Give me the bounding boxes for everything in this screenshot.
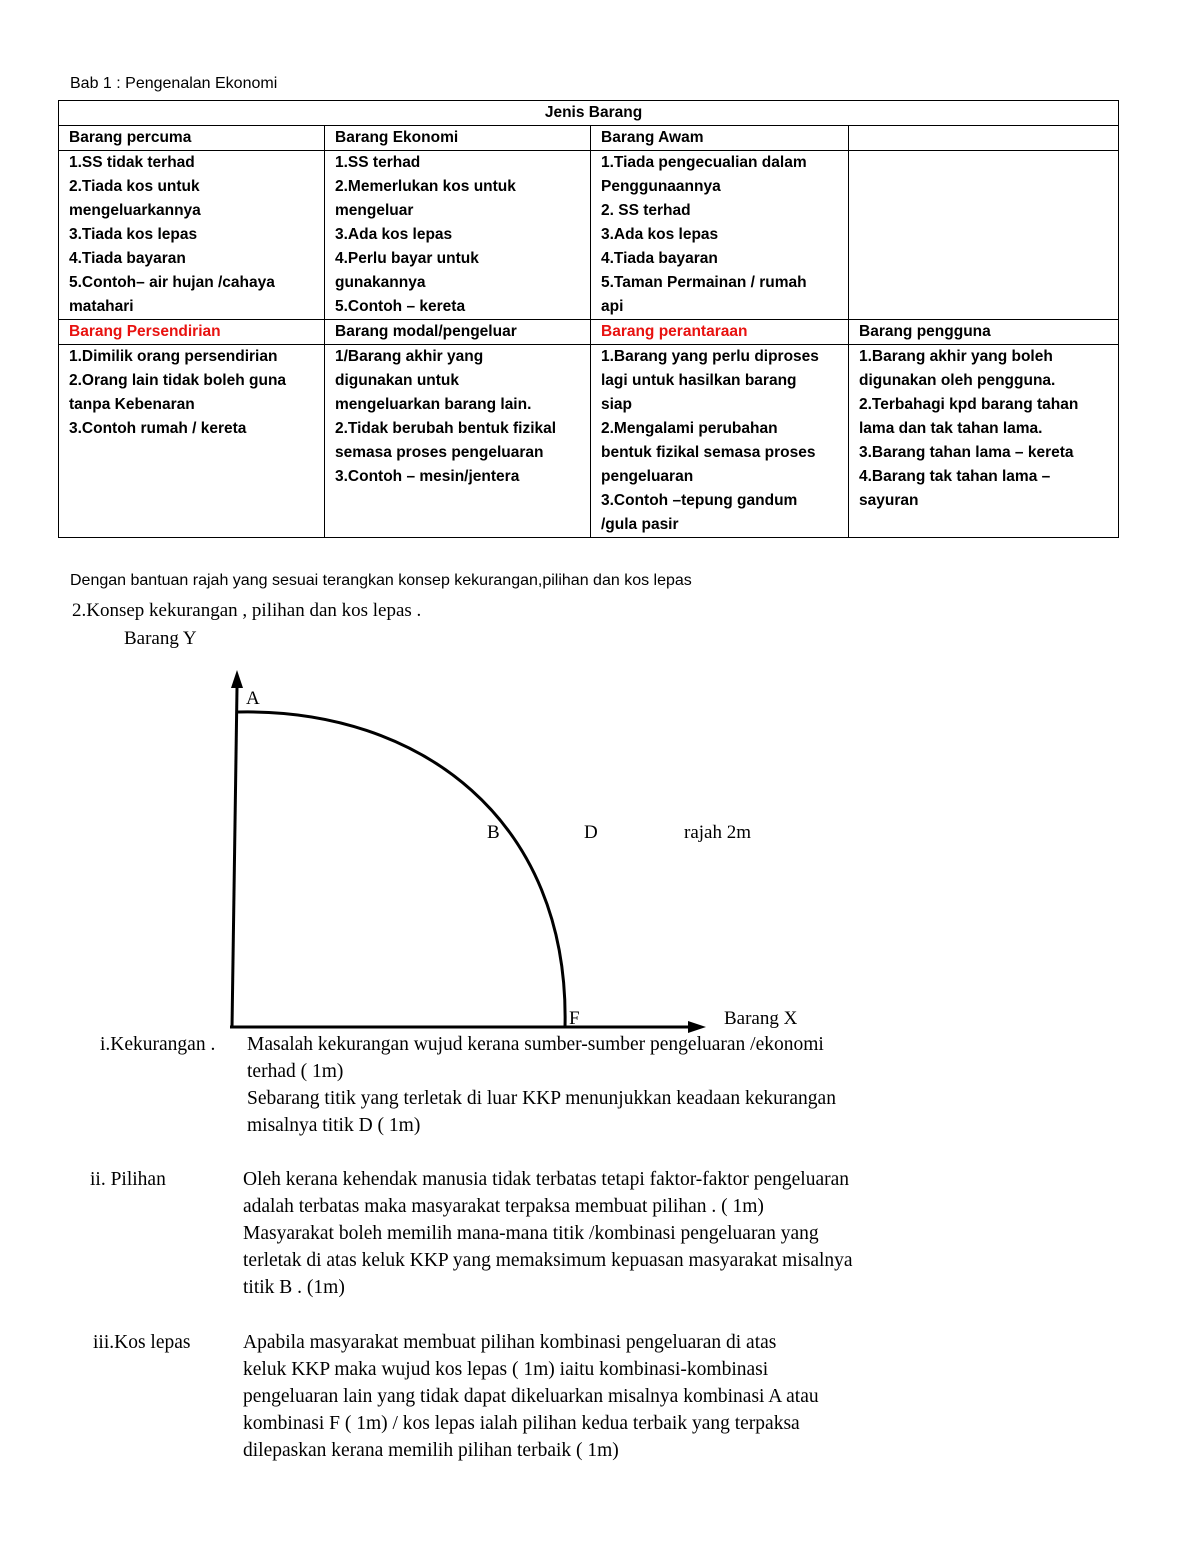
text-line: lama dan tak tahan lama.	[859, 420, 1043, 437]
text-line: Penggunaannya	[601, 178, 721, 195]
text-line: sayuran	[859, 492, 919, 509]
text-line: 2.Memerlukan kos untuk	[335, 178, 516, 195]
koslepas-label: iii.Kos lepas	[93, 1332, 191, 1353]
text-line: 1.Barang yang perlu diproses	[601, 348, 819, 365]
header-barang-modal: Barang modal/pengeluar	[325, 320, 591, 345]
text-line: 4.Barang tak tahan lama –	[859, 468, 1051, 485]
text-line: 1.Tiada pengecualian dalam	[601, 154, 807, 171]
y-axis	[232, 688, 237, 1028]
text-line: dilepaskan kerana memilih pilihan terbaik ( 1m)	[243, 1440, 619, 1461]
text-line: 2.Tiada kos untuk	[69, 178, 200, 195]
text-line: pengeluaran	[601, 468, 694, 485]
text-line: titik B . (1m)	[243, 1277, 345, 1298]
text-line: 3.Barang tahan lama – kereta	[859, 444, 1074, 461]
text-line: 2.Mengalami perubahan	[601, 420, 778, 437]
text-line: Apabila masyarakat membuat pilihan kombinasi pengeluaran di atas	[243, 1332, 777, 1353]
text-line: 3.Tiada kos lepas	[69, 226, 198, 243]
text-line: Oleh kerana kehendak manusia tidak terbatas tetapi faktor-faktor pengeluaran	[243, 1169, 850, 1190]
point-b-label: B	[487, 822, 500, 843]
text-line: Masyarakat boleh memilih mana-mana titik /kombinasi pengeluaran yang	[243, 1223, 819, 1244]
header-barang-pengguna: Barang pengguna	[849, 320, 1119, 345]
text-line: 4.Tiada bayaran	[69, 250, 186, 267]
pilihan-label: ii. Pilihan	[90, 1169, 166, 1190]
text-line: 3.Contoh –tepung gandum	[601, 492, 798, 509]
text-line: adalah terbatas maka masyarakat terpaksa membuat pilihan . ( 1m)	[243, 1196, 764, 1217]
header-barang-ekonomi: Barang Ekonomi	[325, 126, 591, 151]
text-line: 5.Contoh – kereta	[335, 298, 466, 315]
header-barang-awam: Barang Awam	[591, 126, 849, 151]
text-line: 5.Taman Permainan / rumah	[601, 274, 807, 291]
text-line: 5.Contoh– air hujan /cahaya	[69, 274, 275, 291]
point-f-label: F	[569, 1008, 580, 1029]
text-line: gunakannya	[335, 274, 426, 291]
header-barang-percuma: Barang percuma	[59, 126, 325, 151]
text-line: mengeluar	[335, 202, 414, 219]
text-line: misalnya titik D ( 1m)	[247, 1115, 421, 1136]
text-line: mengeluarkannya	[69, 202, 201, 219]
text-line: digunakan untuk	[335, 372, 459, 389]
text-line: 1.Barang akhir yang boleh	[859, 348, 1053, 365]
text-line: api	[601, 298, 624, 315]
y-axis-label: Barang Y	[124, 628, 197, 649]
pilihan-text	[243, 1166, 853, 1301]
text-line: 1/Barang akhir yang	[335, 348, 484, 365]
section-title: 2.Konsep kekurangan , pilihan dan kos lepas .	[72, 600, 422, 621]
text-line: Masalah kekurangan wujud kerana sumber-sumber pengeluaran /ekonomi	[247, 1034, 824, 1055]
text-line: matahari	[69, 298, 134, 315]
text-line: 2.Orang lain tidak boleh guna	[69, 372, 287, 389]
text-line: lagi untuk hasilkan barang	[601, 372, 797, 389]
marks-note: rajah 2m	[684, 822, 752, 843]
kekurangan-text	[247, 1031, 836, 1139]
text-line: 2. SS terhad	[601, 202, 691, 219]
kekurangan-label: i.Kekurangan .	[100, 1034, 216, 1055]
text-line: pengeluaran lain yang tidak dapat dikeluarkan misalnya kombinasi A atau	[243, 1386, 819, 1407]
text-line: 1.SS tidak terhad	[69, 154, 195, 171]
x-axis-label: Barang X	[724, 1008, 798, 1029]
text-line: digunakan oleh pengguna.	[859, 372, 1056, 389]
point-a-label: A	[246, 688, 260, 709]
text-line: Sebarang titik yang terletak di luar KKP menunjukkan keadaan kekurangan	[247, 1088, 836, 1109]
header-barang-persendirian: Barang Persendirian	[59, 320, 325, 345]
text-line: tanpa Kebenaran	[69, 396, 195, 413]
ppf-curve	[238, 712, 565, 1027]
text-line: kombinasi F ( 1m) / kos lepas ialah pilihan kedua terbaik yang terpaksa	[243, 1413, 800, 1434]
table-title: Jenis Barang	[59, 101, 1119, 126]
header-barang-perantaraan: Barang perantaraan	[591, 320, 849, 345]
text-line: terletak di atas keluk KKP yang memaksimum kepuasan masyarakat misalnya	[243, 1250, 853, 1271]
text-line: 3.Contoh – mesin/jentera	[335, 468, 520, 485]
text-line: 1.Dimilik orang persendirian	[69, 348, 278, 365]
text-line: 3.Ada kos lepas	[601, 226, 719, 243]
text-line: 2.Tidak berubah bentuk fizikal	[335, 420, 557, 437]
chapter-title: Bab 1 : Pengenalan Ekonomi	[70, 75, 278, 92]
text-line: /gula pasir	[601, 516, 679, 533]
text-line: keluk KKP maka wujud kos lepas ( 1m) iaitu kombinasi-kombinasi	[243, 1359, 769, 1380]
point-d-label: D	[584, 822, 598, 843]
text-line: 4.Tiada bayaran	[601, 250, 718, 267]
text-line: mengeluarkan barang lain.	[335, 396, 532, 413]
text-line: 4.Perlu bayar untuk	[335, 250, 479, 267]
text-line: siap	[601, 396, 633, 413]
text-line: 3.Contoh rumah / kereta	[69, 420, 247, 437]
text-line: bentuk fizikal semasa proses	[601, 444, 816, 461]
text-line: semasa proses pengeluaran	[335, 444, 544, 461]
y-axis-arrowhead	[231, 670, 243, 688]
question-text: Dengan bantuan rajah yang sesuai terangkan konsep kekurangan,pilihan dan kos lepas	[70, 572, 692, 589]
text-line: 1.SS terhad	[335, 154, 421, 171]
text-line: 2.Terbahagi kpd barang tahan	[859, 396, 1079, 413]
text-line: terhad ( 1m)	[247, 1061, 344, 1082]
text-line: 3.Ada kos lepas	[335, 226, 453, 243]
koslepas-text	[243, 1329, 819, 1464]
